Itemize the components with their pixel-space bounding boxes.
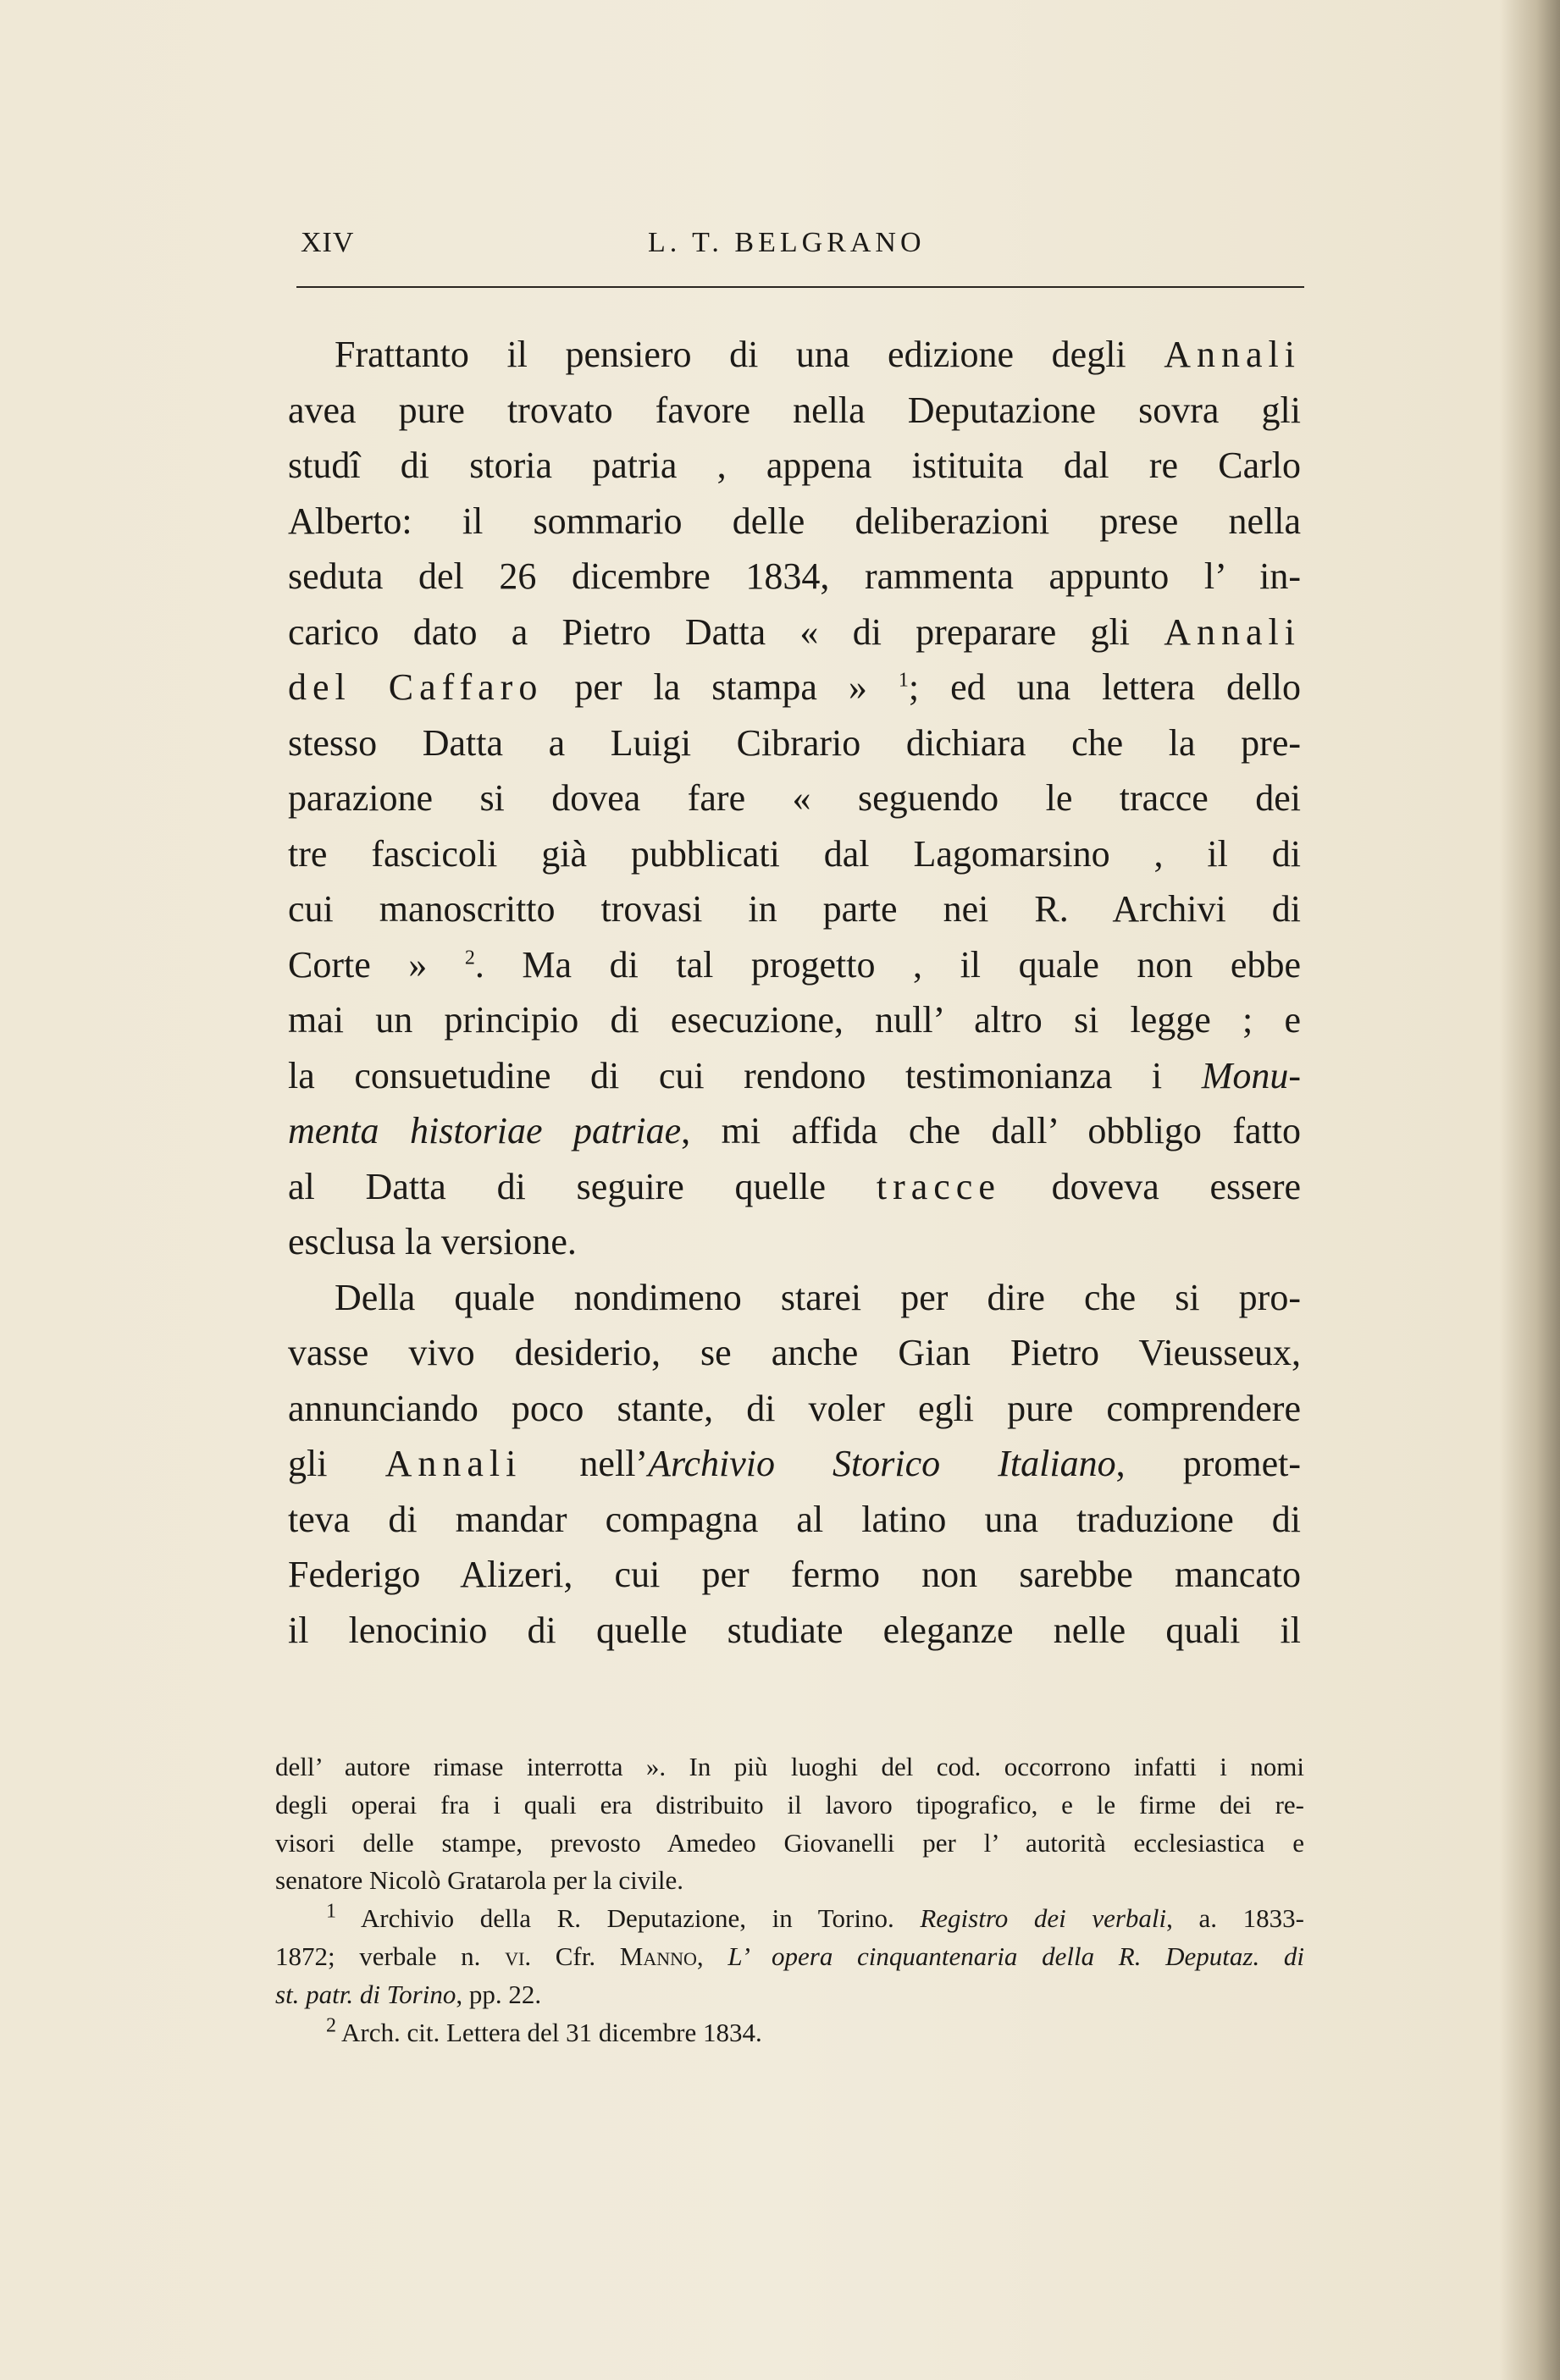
text-line: gli Annali nell’Archivio Storico Italiano, promet- — [288, 1443, 1301, 1484]
text-line: esclusa la versione. — [288, 1221, 577, 1262]
footnote-line: degli operai fra i quali era distribuito il lavoro tipografico, e le firme dei re- — [275, 1789, 1304, 1820]
footnote-line: st. patr. di Torino, pp. 22. — [275, 1979, 542, 2009]
text-line: menta historiae patriae, mi affida che dall’ obbligo fatto — [288, 1110, 1301, 1151]
text-line: stesso Datta a Luigi Cibrario dichiara che la pre- — [288, 721, 1301, 764]
footnotes — [275, 1748, 1304, 2051]
text-line: tre fascicoli già pubblicati dal Lagomarsino , il di — [288, 832, 1301, 875]
page-edge-shadow — [1501, 0, 1560, 2380]
text-line: Federigo Alizeri, cui per fermo non sarebbe mancato — [288, 1554, 1301, 1595]
footnote-line: visori delle stampe, prevosto Amedeo Giovanelli per l’ autorità ecclesiastica e — [275, 1827, 1304, 1858]
footnote-2: $^2$ Arch. cit. Lettera del 31 dicembre 1834. — [326, 2014, 762, 2047]
page-number: XIV — [301, 227, 355, 258]
text-line: del Caffaro per la stampa » $^1$; ed una lettera dello — [288, 666, 1301, 708]
footnote-ref-2: 2 — [464, 946, 475, 969]
text-line: Frattanto il pensiero di una edizione degli Annali — [335, 334, 1301, 375]
text-line: Della quale nondimeno starei per dire che si pro- — [335, 1276, 1301, 1318]
text-line: cui manoscritto trovasi in parte nei R. Archivi di — [288, 888, 1301, 930]
text-line: il lenocinio di quelle studiate eleganze nelle quali il — [288, 1609, 1301, 1651]
text-line: parazione si dovea fare « seguendo le tracce dei — [288, 777, 1301, 819]
text-line: Alberto: il sommario delle deliberazioni prese nella — [288, 500, 1301, 542]
text-line: seduta del 26 dicembre 1834, rammenta appunto l’ in- — [288, 555, 1301, 597]
text-line: annunciando poco stante, di voler egli pure comprendere — [288, 1387, 1301, 1429]
footnote-line: 1872; verbale n. vi. Cfr. Manno, L’ opera cinquantenaria della R. Deputaz. di — [275, 1941, 1304, 1971]
text-line: la consuetudine di cui rendono testimonianza i Monu- — [288, 1054, 1301, 1096]
text-line: mai un principio di esecuzione, null’ altro si legge ; e — [288, 999, 1301, 1041]
footnote-line: senatore Nicolò Gratarola per la civile. — [275, 1865, 683, 1896]
text-line: vasse vivo desiderio, se anche Gian Pietro Vieusseux, — [288, 1332, 1301, 1373]
footnote-mark-2: 2 — [326, 2014, 336, 2037]
footnote-ref-1: 1 — [898, 669, 909, 692]
text-line: Corte » $^2$. Ma di tal progetto , il quale non ebbe — [288, 943, 1301, 986]
header-rule — [296, 286, 1304, 288]
footnote-line: dell’ autore rimase interrotta ». In più luoghi del cod. occorrono infatti i nomi — [275, 1752, 1304, 1781]
main-text — [288, 327, 1301, 1658]
text-line: teva di mandar compagna al latino una traduzione di — [288, 1498, 1301, 1540]
text-line: al Datta di seguire quelle tracce doveva essere — [288, 1165, 1302, 1207]
footnote-1: $^1$ Archivio della R. Deputazione, in Torino. Registro dei verbali, a. 1833- — [326, 1900, 1304, 1934]
text-line: studî di storia patria , appena istituita dal re Carlo — [288, 445, 1301, 486]
text-line: avea pure trovato favore nella Deputazione sovra gli — [288, 389, 1301, 431]
footnote-mark-1: 1 — [326, 1900, 336, 1923]
running-title: L. T. BELGRANO — [648, 227, 926, 258]
running-head — [301, 227, 1300, 269]
text-line: carico dato a Pietro Datta « di preparare gli Annali — [288, 610, 1301, 653]
